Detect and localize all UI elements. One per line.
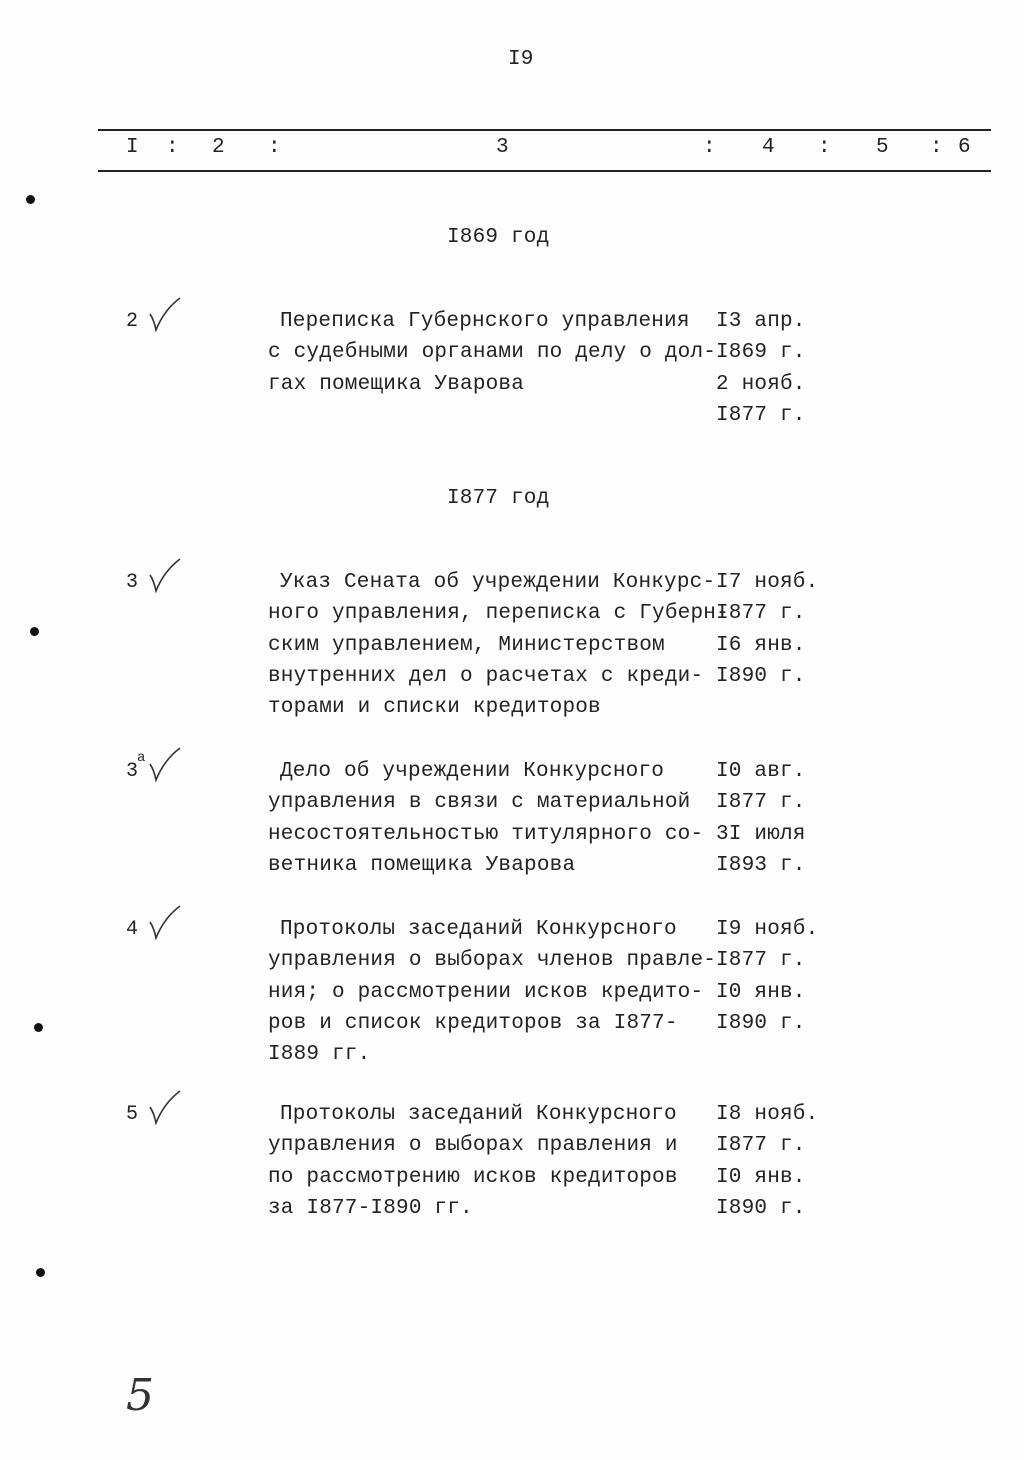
entry-date-line: I869 г. [716, 341, 806, 365]
entry-description-line: Протоколы заседаний Конкурсного [280, 918, 677, 941]
entry-description-line: I889 гг. [268, 1043, 371, 1067]
entry-date-line: I877 г. [716, 602, 806, 626]
entry-number: 2 [126, 310, 139, 333]
entry-date-line: I877 г. [716, 949, 806, 973]
entry-date-line: I877 г. [716, 1134, 806, 1158]
entry-date-line: I877 г. [716, 791, 806, 815]
entry-number: 4 [126, 918, 139, 941]
handwritten-sheet-number: 5 [126, 1370, 154, 1421]
checkmark-icon [148, 296, 182, 337]
entry-date-line: I893 г. [716, 853, 806, 877]
entry-number-suffix: а [137, 750, 146, 766]
entry-description-line: Дело об учреждении Конкурсного [280, 760, 665, 783]
entry-description-line: Переписка Губернского управления [280, 310, 690, 333]
year-heading: I869 год [447, 226, 550, 249]
page-number: I9 [508, 48, 534, 71]
entry-description-line: по рассмотрению исков кредиторов [268, 1165, 678, 1189]
column-separator: : [268, 136, 281, 159]
checkmark-icon [148, 904, 182, 945]
entry-description-line: за I877-I890 гг. [268, 1196, 473, 1220]
punch-hole-mark [36, 1268, 45, 1277]
entry-description-line: управления в связи с материальной [268, 791, 691, 815]
entry-date-line: I3 апр. [716, 310, 806, 333]
checkmark-icon [148, 1089, 182, 1130]
entry-description-line: ния; о рассмотрении исков кредито- [268, 980, 704, 1004]
entry-date-line: 3I июля [716, 822, 806, 846]
column-header: 5 [876, 136, 889, 159]
entry-date-line: I7 нояб. [716, 571, 819, 594]
entry-number: 5 [126, 1103, 139, 1126]
entry-date-line: I890 г. [716, 664, 806, 688]
column-separator: : [703, 136, 716, 159]
entry-description-line: управления о выборах членов правле- [268, 949, 717, 973]
entry-description-line: Протоколы заседаний Конкурсного [280, 1103, 677, 1126]
entry-description-line: ров и список кредиторов за I877- [268, 1011, 678, 1035]
entry-number: 3 [126, 571, 139, 594]
checkmark-icon [148, 746, 182, 787]
checkmark-icon [148, 557, 182, 598]
entry-description-line: с судебными органами по делу о дол- [268, 341, 717, 365]
column-header: 2 [212, 136, 225, 159]
punch-hole-mark [26, 195, 35, 204]
entry-date-line: 2 нояб. [716, 372, 806, 396]
entry-description-line: Указ Сената об учреждении Конкурс- [280, 571, 716, 594]
column-header: 6 [958, 136, 971, 159]
punch-hole-mark [34, 1023, 43, 1032]
entry-description-line: несостоятельностью титулярного со- [268, 822, 704, 846]
entry-date-line: I0 янв. [716, 980, 806, 1004]
punch-hole-mark [30, 627, 39, 636]
column-separator: : [930, 136, 943, 159]
entry-date-line: I0 авг. [716, 760, 806, 783]
entry-description-line: ветника помещика Уварова [268, 853, 576, 877]
entry-description-line: внутренних дел о расчетах с креди- [268, 664, 704, 688]
entry-date-line: I0 янв. [716, 1165, 806, 1189]
entry-date-line: I8 нояб. [716, 1103, 819, 1126]
entry-date-line: I9 нояб. [716, 918, 819, 941]
entry-date-line: I890 г. [716, 1011, 806, 1035]
entry-date-line: I6 янв. [716, 633, 806, 657]
year-heading: I877 год [447, 487, 550, 510]
entry-description-line: торами и списки кредиторов [268, 696, 601, 720]
header-bottom-rule [98, 170, 991, 172]
column-header: 4 [762, 136, 775, 159]
entry-description-line: ским управлением, Министерством [268, 633, 665, 657]
entry-description-line: управления о выборах правления и [268, 1134, 678, 1158]
column-separator: : [818, 136, 831, 159]
entry-date-line: I877 г. [716, 403, 806, 427]
entry-description-line: гах помещика Уварова [268, 372, 525, 396]
column-header: 3 [496, 136, 509, 159]
column-separator: : [166, 136, 179, 159]
entry-date-line: I890 г. [716, 1196, 806, 1220]
header-top-rule [98, 129, 991, 131]
entry-number: 3 [126, 760, 139, 783]
entry-description-line: ного управления, переписка с Губерн- [268, 602, 729, 626]
column-header: I [126, 136, 139, 159]
